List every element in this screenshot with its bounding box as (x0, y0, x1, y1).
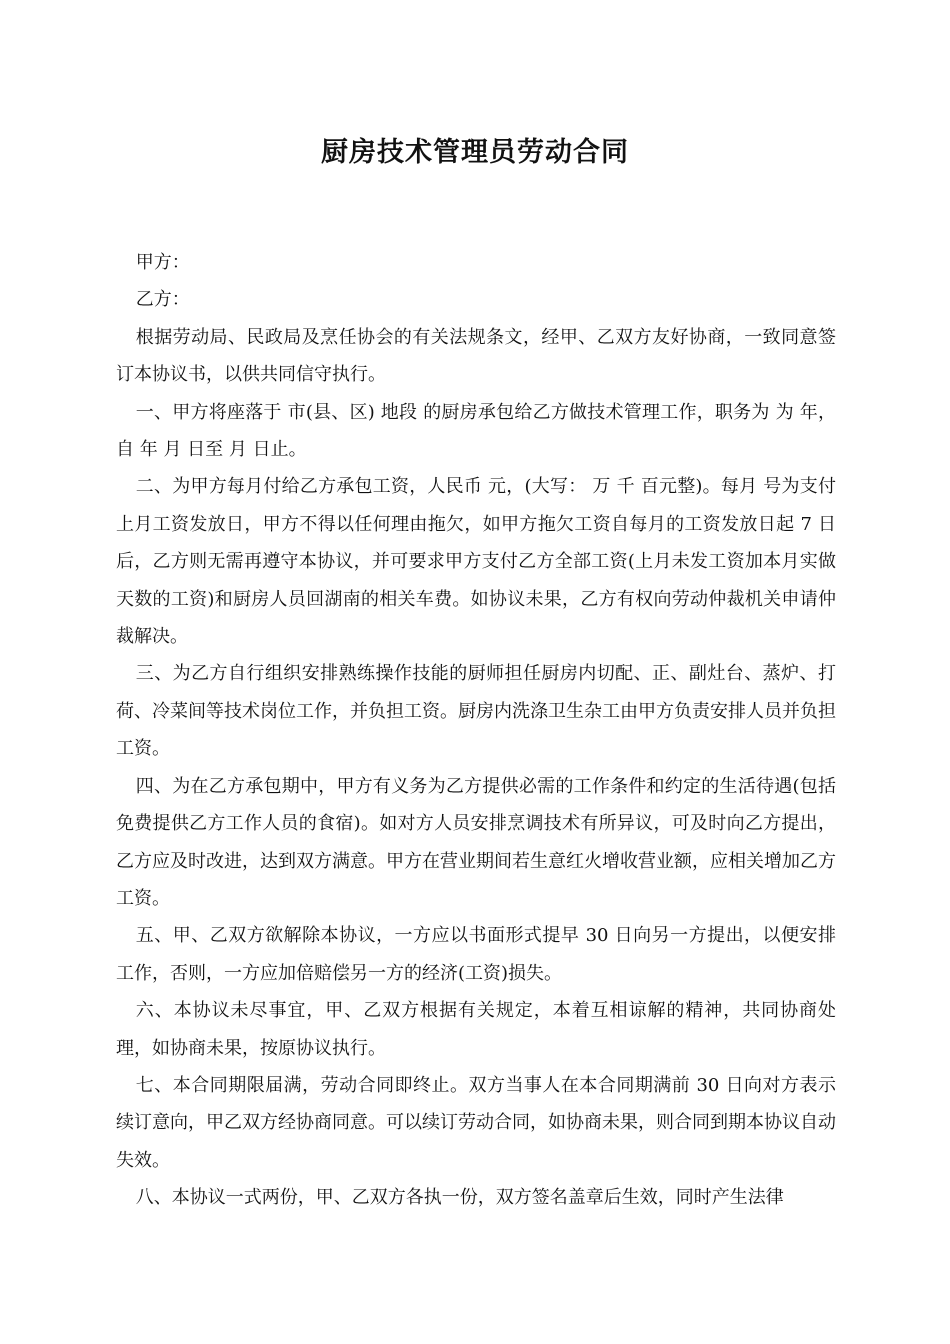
clause-3: 三、为乙方自行组织安排熟练操作技能的厨师担任厨房内切配、正、副灶台、蒸炉、打荷、冷菜间等技术岗位工作，并负担工资。厨房内洗涤卫生杂工由甲方负责安排人员并负担工资。 (116, 663, 836, 760)
document-title: 厨房技术管理员劳动合同 (321, 137, 629, 168)
clause-5: 五、甲、乙双方欲解除本协议，一方应以书面形式提早 30 日向另一方提出，以便安排工作，否则，一方应加倍赔偿另一方的经济(工资)损失。 (116, 925, 836, 984)
clause-6: 六、本协议未尽事宜，甲、乙双方根据有关规定，本着互相谅解的精神，共同协商处理，如协商未果，按原协议执行。 (116, 1000, 836, 1059)
party-a-line: 甲方： (135, 252, 190, 273)
party-b-line: 乙方： (135, 289, 190, 311)
document-body (116, 244, 836, 1217)
clause-8: 八、本协议一式两份，甲、乙双方各执一份，双方签名盖章后生效，同时产生法律 (135, 1187, 784, 1209)
clause-4: 四、为在乙方承包期中，甲方有义务为乙方提供必需的工作条件和约定的生活待遇(包括免费提供乙方工作人员的食宿)。如对方人员安排烹调技术有所异议，可及时向乙方提出，乙方应及时改进，达到双方满意。甲方在营业期间若生意红火增收营业额，应相关增加乙方工资。 (116, 775, 836, 909)
preamble-paragraph: 根据劳动局、民政局及烹任协会的有关法规条文，经甲、乙双方友好协商，一致同意签订本协议书，以供共同信守执行。 (116, 326, 836, 386)
clause-7: 七、本合同期限届满，劳动合同即终止。双方当事人在本合同期满前 30 日向对方表示续订意向，甲乙双方经协商同意。可以续订劳动合同，如协商未果，则合同到期本协议自动失效。 (116, 1074, 836, 1171)
clause-1: 一、甲方将座落于 市(县、区) 地段 的厨房承包给乙方做技术管理工作，职务为 为 年，自 年 月 日至 月 日止。 (116, 401, 836, 461)
clause-2: 二、为甲方每月付给乙方承包工资，人民币 元，(大写： 万 千 百元整)。每月 号为支付上月工资发放日，甲方不得以任何理由拖欠，如甲方拖欠工资自每月的工资发放日起 7 日后，乙方则无需再遵守本协议，并可要求甲方支付乙方全部工资(上月未发工资加本月实做天数的工资)和厨房人员回湖南的相关车费。如协议未果，乙方有权向劳动仲裁机关申请仲裁解决。 (116, 476, 836, 648)
